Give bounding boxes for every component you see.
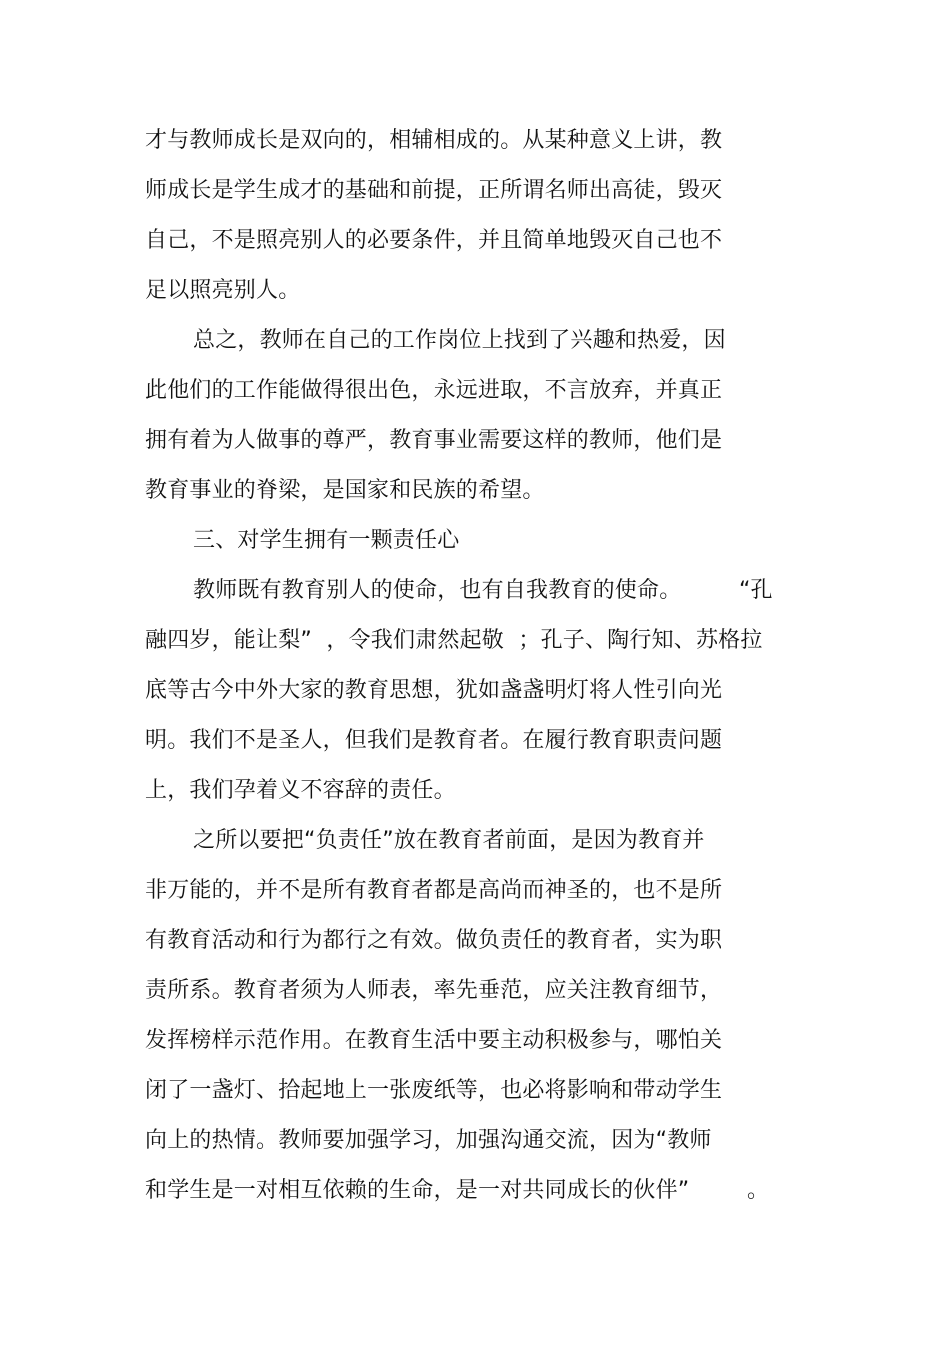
paragraph-line: 教师既有教育别人的使命，也有自我教育的使命。 “孔 [193,578,773,603]
paragraph-line: 发挥榜样示范作用。在教育生活中要主动积极参与，哪怕关 [145,1028,723,1053]
paragraph-line: 师成长是学生成才的基础和前提，正所谓名师出高徒，毁灭 [145,178,723,203]
paragraph-line: 责所系。教育者须为人师表，率先垂范，应关注教育细节， [145,978,723,1003]
paragraph-line: 底等古今中外大家的教育思想，犹如盏盏明灯将人性引向光 [145,678,723,703]
paragraph-line: 有教育活动和行为都行之有效。做负责任的教育者，实为职 [145,928,723,953]
paragraph-line: 此他们的工作能做得很出色，永远进取，不言放弃，并真正 [145,378,723,403]
paragraph-line: 教育事业的脊梁，是国家和民族的希望。 [145,478,545,503]
paragraph-line: 融四岁，能让梨” ，令我们肃然起敬 ；孔子、陶行知、苏格拉 [145,628,763,653]
paragraph-line: 自己，不是照亮别人的必要条件，并且简单地毁灭自己也不 [145,228,723,253]
paragraph-line: 足以照亮别人。 [145,278,301,303]
paragraph-line: 和学生是一对相互依赖的生命，是一对共同成长的伙伴” 。 [145,1178,770,1203]
paragraph-line: 拥有着为人做事的尊严，教育事业需要这样的教师，他们是 [145,428,723,453]
paragraph-line: 非万能的，并不是所有教育者都是高尚而神圣的，也不是所 [145,878,723,903]
paragraph-line: 上，我们孕着义不容辞的责任。 [145,778,456,803]
section-heading: 三、对学生拥有一颗责任心 [193,528,460,553]
paragraph-line: 明。我们不是圣人，但我们是教育者。在履行教育职责问题 [145,728,723,753]
paragraph-line: 才与教师成长是双向的，相辅相成的。从某种意义上讲，教 [145,128,723,153]
paragraph-line: 之所以要把“负责任”放在教育者前面，是因为教育并 [193,828,705,853]
paragraph-line: 向上的热情。教师要加强学习，加强沟通交流，因为“教师 [145,1128,712,1153]
paragraph-line: 总之，教师在自己的工作岗位上找到了兴趣和热爱，因 [193,328,726,353]
paragraph-line: 闭了一盏灯、拾起地上一张废纸等，也必将影响和带动学生 [145,1078,723,1103]
